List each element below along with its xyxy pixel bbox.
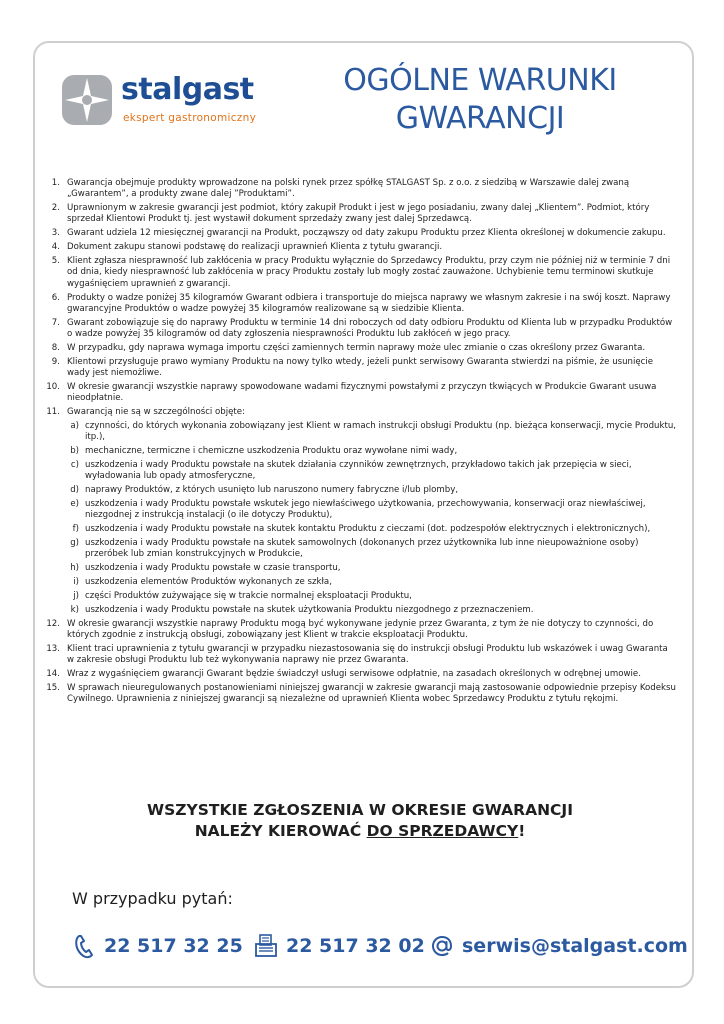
exclusion-item: [67, 577, 676, 588]
term-text: Klientowi przysługuje prawo wymiany Produktu na nowy tylko wtedy, jeżeli punkt serwisowy Gwaranta stwierdzi na piśmie, że usunięcie wady jest niemożliwe.: [67, 356, 654, 379]
term-item: [40, 619, 676, 642]
exclusion-text: uszkodzenia elementów Produktów wykonanych ze szkła,: [85, 576, 332, 587]
exclusion-letter: f): [72, 523, 79, 534]
exclusion-item: [67, 591, 676, 602]
exclusion-text: naprawy Produktów, z których usunięto lub naruszono numery fabryczne i/lub plomby,: [85, 484, 459, 495]
exclusion-text: uszkodzenia i wady Produktu powstałe na skutek samowolnych (dokonanych przez użytkownika lub inne nieupoważnione osoby) przeróbek lub zmian konstrukcyjnych w Produkcie,: [85, 537, 639, 560]
term-item: [40, 382, 676, 405]
exclusion-item: [67, 605, 676, 616]
term-number: 12.: [46, 618, 60, 629]
exclusion-item: [67, 524, 676, 535]
questions-label: W przypadku pytań:: [72, 889, 233, 908]
term-item: [40, 256, 676, 290]
exclusion-item: [67, 446, 676, 457]
term-text: W okresie gwarancji wszystkie naprawy Produktu mogą być wykonywane jedynie przez Gwaranta, z tym że nie dotyczy to czynności, do których zgodnie z instrukcją obsługi, zobowiązany jest Klient w trakcie eksploatacji Produktu.: [67, 618, 654, 640]
email-address[interactable]: serwis@stalgast.com: [462, 935, 688, 957]
term-item: [40, 203, 676, 226]
exclusion-text: mechaniczne, termiczne i chemiczne uszkodzenia Produktu oraz wywołane nimi wady,: [85, 445, 458, 456]
term-number: 1.: [51, 178, 60, 188]
logo-wordmark: stalgast: [121, 72, 254, 107]
phone-icon: [72, 933, 96, 959]
term-text: W sprawach nieuregulowanych postanowieniami niniejszej gwarancji w zakresie gwarancji mają zastosowanie odpowiednie przepisy Kodeksu Cywilnego. Uprawnienia z niniejszej gwarancji są niezależne od uprawnień Klienta wobec Sprzedawcy Produktu z tytułu rękojmi.: [67, 682, 676, 705]
term-number: 9.: [51, 356, 60, 367]
phone-contact[interactable]: [72, 933, 243, 959]
term-text: Gwarancją nie są w szczególności objęte:: [67, 407, 245, 418]
term-text: Klient zgłasza niesprawność lub zakłócenia w pracy Produktu wyłącznie do Sprzedawcy Produktu, przy czym nie później niż w terminie 7 dni od dnia, kiedy niesprawność lub zakłócenia w pracy Produktu zostały lub mogły zostać zauważone. Uchybienie temu terminowi skutkuje wygaśnięciem uprawnień z gwarancji.: [67, 256, 671, 289]
exclusion-text: czynności, do których wykonania zobowiązany jest Klient w ramach instrukcji obsługi Produktu (np. bieżąca konserwacji, mycie Produktu, itp.),: [85, 420, 676, 442]
stalgast-logo-mark-icon: [61, 74, 113, 126]
term-item: [40, 228, 676, 239]
term-text: Gwarant udziela 12 miesięcznej gwarancji na Produkt, począwszy od daty zakupu Produktu przez Klienta określonej w dokumencie zakupu.: [67, 228, 666, 239]
warranty-terms-list: [40, 178, 676, 708]
term-text: Dokument zakupu stanowi podstawę do realizacji uprawnień Klienta z tytułu gwarancji.: [67, 242, 443, 253]
page-title: [330, 62, 630, 138]
term-text: Gwarancja obejmuje produkty wprowadzone na polski rynek przez spółkę STALGAST Sp. z o.o. z siedzibą w Warszawie dalej zwaną „Gwarantem”, a produkty zwane dalej ”Produktami”.: [67, 178, 630, 200]
exclusion-text: uszkodzenia i wady Produktu powstałe na skutek działania czynników zewnętrznych, przykładowo takich jak przepięcia w sieci, wyładowania lub opady atmosferyczne,: [85, 459, 632, 481]
term-item: [40, 357, 676, 380]
term-item: [40, 683, 676, 706]
exclusions-list: [67, 421, 676, 616]
at-icon: [430, 933, 454, 959]
term-number: 8.: [51, 343, 60, 354]
claims-notice-underlined: DO SPRZEDAWCY: [366, 822, 519, 840]
term-number: 13.: [46, 643, 60, 654]
exclusion-text: uszkodzenia i wady Produktu powstałe na skutek kontaktu Produktu z cieczami (dot. podzespołów elektrycznych i elektronicznych),: [85, 523, 651, 534]
logo-tagline: ekspert gastronomiczny: [123, 112, 257, 124]
email-contact[interactable]: [430, 933, 688, 959]
exclusion-letter: d): [70, 484, 79, 495]
exclusion-text: części Produktów zużywające się w trakcie normalnej eksploatacji Produktu,: [85, 590, 412, 601]
exclusion-text: uszkodzenia i wady Produktu powstałe na skutek użytkowania Produktu niezgodnego z przeznaczeniem.: [85, 604, 534, 615]
claims-notice-suffix: !: [518, 822, 526, 840]
exclusion-letter: k): [70, 604, 79, 615]
term-number: 14.: [46, 668, 60, 679]
page-title-line-1: OGÓLNE WARUNKI: [343, 63, 617, 98]
term-text: W przypadku, gdy naprawa wymaga importu części zamiennych termin naprawy może ulec zmianie o czas określony przez Gwaranta.: [67, 343, 646, 354]
claims-notice: [80, 800, 640, 842]
term-item: [40, 318, 676, 341]
exclusion-letter: c): [70, 459, 79, 470]
exclusion-text: uszkodzenia i wady Produktu powstałe w czasie transportu,: [85, 563, 341, 573]
term-item: [40, 242, 676, 253]
term-number: 3.: [51, 228, 60, 239]
exclusion-item: [67, 421, 676, 444]
term-number: 6.: [51, 292, 60, 303]
term-number: 10.: [46, 382, 60, 393]
term-item: [40, 178, 676, 201]
phone-number[interactable]: 22 517 32 25: [104, 935, 243, 957]
stalgast-logo: [61, 74, 271, 134]
page-title-line-2: GWARANCJI: [395, 101, 565, 136]
term-text: W okresie gwarancji wszystkie naprawy spowodowane wadami fizycznymi powstałymi z przyczyn tkwiących w Produkcie Gwarant usuwa nieodpłatnie.: [67, 382, 657, 404]
fax-contact[interactable]: [254, 933, 425, 959]
term-number: 15.: [46, 682, 60, 693]
term-text: Produkty o wadze poniżej 35 kilogramów Gwarant odbiera i transportuje do miejsca naprawy we własnym zakresie i na swój koszt. Naprawy gwarancyjne Produktów o wadze powyżej 35 kilogramów realizowane są w siedzibie Klienta.: [67, 292, 671, 314]
exclusion-item: [67, 563, 676, 574]
exclusion-letter: i): [73, 576, 79, 587]
term-number: 2.: [51, 203, 60, 214]
term-text: Gwarant zobowiązuje się do naprawy Produktu w terminie 14 dni roboczych od daty odbioru Produktu od Klienta lub w przypadku Produktów o wadze powyżej 35 kilogramów od daty zgłoszenia niesprawności Produktu lub zakłóceń w jego pracy.: [67, 317, 673, 340]
exclusion-item: [67, 538, 676, 561]
exclusion-item: [67, 460, 676, 483]
claims-notice-line-1: WSZYSTKIE ZGŁOSZENIA W OKRESIE GWARANCJI: [147, 801, 573, 819]
term-number: 5.: [51, 256, 60, 267]
exclusion-letter: g): [70, 537, 79, 548]
term-item: [40, 644, 676, 667]
exclusion-letter: e): [70, 498, 79, 509]
term-text: Klient traci uprawnienia z tytułu gwarancji w przypadku niezastosowania się do instrukcji obsługi Produktu lub wskazówek i uwag Gwaranta w zakresie obsługi Produktu lub też wykonywania naprawy nie przez Gwaranta.: [67, 643, 668, 666]
exclusion-item: [67, 485, 676, 496]
term-number: 7.: [51, 317, 60, 328]
claims-notice-prefix: NALEŻY KIEROWAĆ: [194, 822, 367, 840]
fax-number[interactable]: 22 517 32 02: [286, 935, 425, 957]
term-text: Wraz z wygaśnięciem gwarancji Gwarant będzie świadczył usługi serwisowe odpłatnie, na zasadach określonych w odrębnej umowie.: [67, 668, 641, 679]
exclusion-letter: j): [73, 590, 79, 601]
fax-icon: [254, 933, 278, 959]
contact-bar: [72, 933, 688, 961]
term-item: [40, 343, 676, 354]
term-number: 11.: [46, 407, 60, 418]
exclusion-letter: a): [70, 420, 79, 431]
exclusion-text: uszkodzenia i wady Produktu powstałe wskutek jego niewłaściwego użytkowania, przechowywania, konserwacji oraz niewłaściwej, niezgodnej z instrukcją instalacji (o ile dotyczy Produktu),: [85, 498, 646, 521]
term-number: 4.: [51, 242, 60, 253]
term-item: [40, 293, 676, 316]
exclusion-letter: b): [70, 445, 79, 456]
term-item: [40, 407, 676, 616]
exclusion-item: [67, 499, 676, 522]
term-text: Uprawnionym w zakresie gwarancji jest podmiot, który zakupił Produkt i jest w jego posiadaniu, zwany dalej „Klientem”. Podmiot, który sprzedał Klientowi Produkt tj. jest wystawił dokument sprzedaży zwany jest dalej Sprzedawcą.: [67, 203, 650, 225]
exclusion-letter: h): [70, 563, 79, 573]
term-item: [40, 669, 676, 680]
claims-notice-line-2: [80, 821, 640, 842]
